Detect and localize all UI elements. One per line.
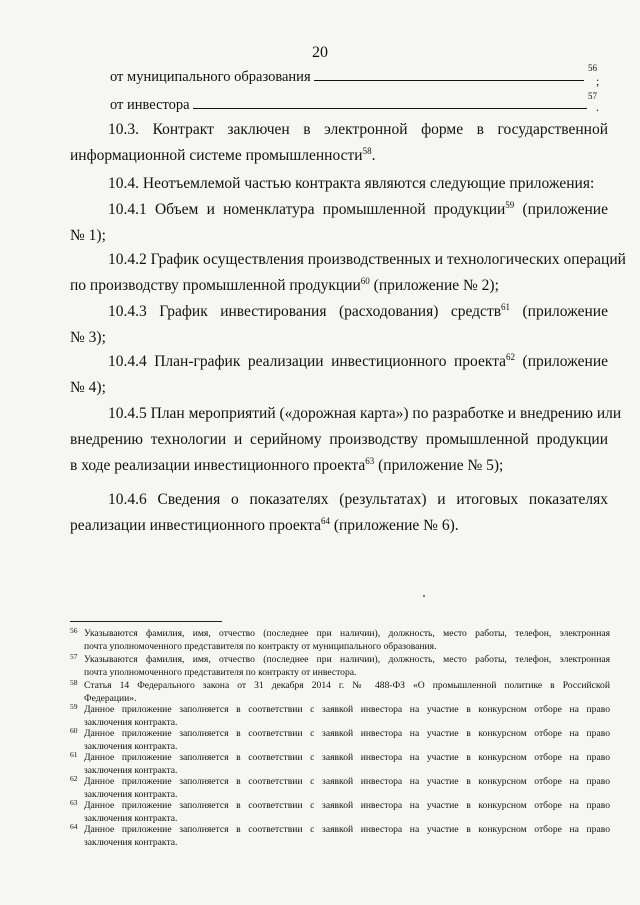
signature-label-investor: от инвестора	[110, 97, 190, 113]
signature-end-investor: .	[596, 100, 599, 114]
paragraph-line	[70, 247, 626, 273]
paragraph-line	[70, 427, 608, 453]
footnote-text: заключения контракта.	[84, 788, 178, 800]
footnote-text: Данное приложение заполняется в соответствии с заявкой инвестора на участие в конкурсном отборе на право	[84, 776, 610, 787]
paragraph	[70, 299, 608, 351]
paragraph-line: № 4);	[70, 379, 106, 396]
footnote-ref-60: 60	[360, 275, 370, 286]
paragraph-text: 10.4. Неотъемлемой частью контракта являются следующие приложения:	[108, 175, 595, 192]
signature-blank-investor	[193, 96, 587, 109]
paragraph-text: 10.4.6 Сведения о показателях (результатах) и итоговых показателях	[108, 491, 608, 508]
footnote-ref-57: 57	[588, 91, 597, 101]
paragraph-text: (приложение	[515, 353, 608, 370]
footnote-ref-61: 61	[501, 301, 511, 312]
paragraph	[70, 117, 608, 169]
footnote-text: Указываются фамилия, имя, отчество (последнее при наличии), должность, место работы, телефон, электронная	[84, 654, 610, 665]
paragraph-text: по производству промышленной продукции	[70, 277, 361, 294]
paragraph-text: 10.4.5 План мероприятий («дорожная карта») по разработке и внедрению или	[108, 405, 622, 422]
paragraph-text: в ходе реализации инвестиционного проекта	[70, 457, 366, 474]
paragraph-line	[70, 487, 608, 513]
paragraph-line	[70, 171, 608, 197]
paragraph	[70, 247, 626, 299]
paragraph-line	[70, 513, 608, 539]
signature-line-investor	[110, 91, 599, 114]
paragraph	[70, 349, 608, 401]
signature-label-municipal: от муниципального образования	[110, 69, 311, 85]
paragraph-text: (приложение № 2);	[369, 277, 499, 294]
paragraph	[70, 171, 608, 197]
footnote-text: заключения контракта.	[84, 812, 178, 824]
footnote-text: заключения контракта.	[84, 764, 178, 776]
paragraph-line	[70, 143, 608, 169]
paragraph-text: .	[371, 147, 376, 164]
paragraph-line: № 1);	[70, 227, 106, 244]
paragraph-text: реализации инвестиционного проекта	[70, 517, 321, 534]
footnote-text: заключения контракта.	[84, 836, 178, 848]
signature-line-municipal	[110, 63, 600, 88]
signature-blank-municipal	[314, 68, 584, 81]
paragraph	[70, 401, 622, 479]
paragraph-line	[70, 453, 608, 479]
footnote-text: Данное приложение заполняется в соответствии с заявкой инвестора на участие в конкурсном отборе на право	[84, 824, 610, 835]
footnote-mark: 60	[70, 726, 78, 735]
footnote-text: Данное приложение заполняется в соответствии с заявкой инвестора на участие в конкурсном отборе на право	[84, 752, 610, 763]
footnote-ref-56: 56	[588, 63, 597, 73]
footnote-ref-59: 59	[505, 199, 515, 210]
footnote-text: заключения контракта.	[84, 716, 178, 728]
footnote-mark: 57	[70, 652, 78, 661]
paragraph-text: 10.4.3 График инвестирования (расходования) средств	[108, 303, 502, 320]
paragraph-text: 10.4.2 График осуществления производственных и технологических операций	[108, 251, 626, 268]
paragraph-text: (приложение	[514, 201, 608, 218]
paragraph	[70, 197, 608, 249]
footnote-text: Данное приложение заполняется в соответствии с заявкой инвестора на участие в конкурсном отборе на право	[84, 704, 610, 715]
footnote-mark: 58	[70, 678, 78, 687]
paragraph-line	[70, 197, 608, 223]
paragraph-text: 10.4.4 План-график реализации инвестиционного проекта	[108, 353, 507, 370]
footnote-mark: 62	[70, 774, 78, 783]
page-number: 20	[312, 44, 328, 61]
paragraph-line	[70, 299, 608, 325]
footnote-mark: 64	[70, 822, 78, 831]
paragraph-line	[70, 349, 608, 375]
footnote-ref-64: 64	[320, 515, 330, 526]
paragraph-line	[70, 401, 622, 427]
paragraph-text: 10.4.1 Объем и номенклатура промышленной продукции	[108, 201, 506, 218]
paragraph-text: 10.3. Контракт заключен в электронной форме в государственной	[108, 121, 608, 138]
footnote-text: почта уполномоченного представителя по контракту от муниципального образования.	[84, 640, 437, 652]
footnote-separator	[70, 621, 222, 622]
footnote-text: заключения контракта.	[84, 740, 178, 752]
footnote-mark: 59	[70, 702, 78, 711]
paragraph-line: № 3);	[70, 329, 106, 346]
footnote-text: Данное приложение заполняется в соответствии с заявкой инвестора на участие в конкурсном отборе на право	[84, 800, 610, 811]
paragraph-text: (приложение № 6).	[329, 517, 459, 534]
footnote-ref-63: 63	[365, 455, 375, 466]
signature-end-municipal: ;	[596, 74, 600, 88]
footnote-mark: 63	[70, 798, 78, 807]
footnote-ref-62: 62	[506, 351, 516, 362]
footnote-text: Данное приложение заполняется в соответствии с заявкой инвестора на участие в конкурсном отборе на право	[84, 728, 610, 739]
paragraph-line	[70, 273, 608, 299]
paragraph-text: внедрению технологии и серийному производству промышленной продукции	[70, 431, 608, 448]
footnote-text: Указываются фамилия, имя, отчество (последнее при наличии), должность, место работы, телефон, электронная	[84, 628, 610, 639]
footnote-mark: 61	[70, 750, 78, 759]
scan-speck	[423, 595, 425, 597]
footnote-text: почта уполномоченного представителя по контракту от инвестора.	[84, 666, 357, 678]
paragraph-text: информационной системе промышленности	[70, 147, 363, 164]
paragraph	[70, 487, 608, 539]
paragraph-line	[70, 117, 608, 143]
footnote-mark: 56	[70, 626, 78, 635]
paragraph-text: (приложение № 5);	[374, 457, 504, 474]
footnote-ref-58: 58	[362, 145, 372, 156]
footnote-text: Статья 14 Федерального закона от 31 декабря 2014 г. № 488-ФЗ «О промышленной политике в Российской	[84, 680, 610, 691]
footnote-text: Федерации».	[84, 692, 137, 704]
paragraph-text: (приложение	[510, 303, 608, 320]
